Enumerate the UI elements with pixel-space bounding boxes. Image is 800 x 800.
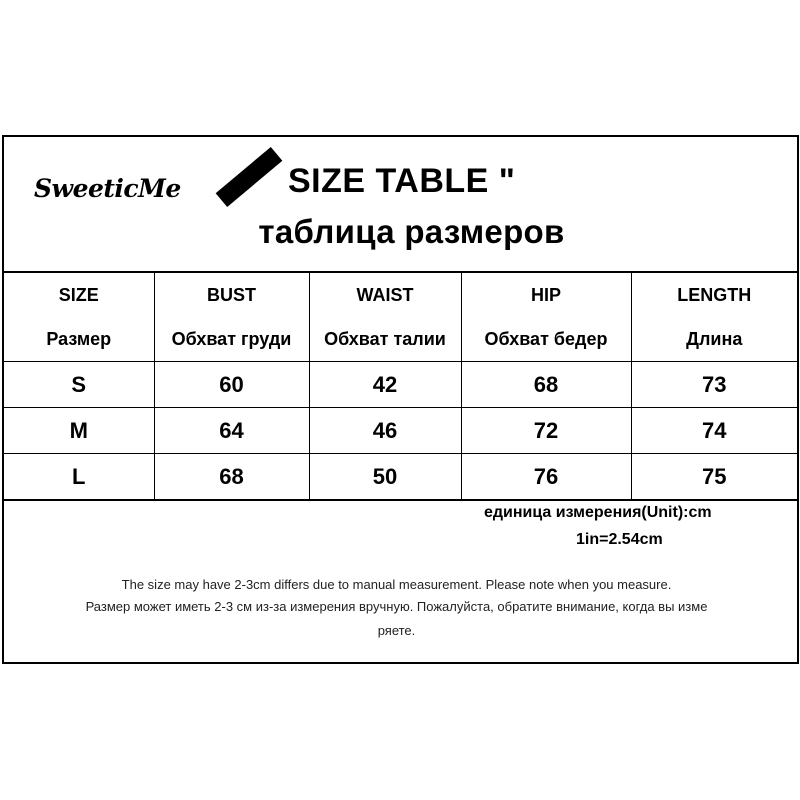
table-cell: M [4, 408, 154, 454]
column-header-waist: WAIST Обхват талии [309, 272, 461, 362]
measurement-note-russian: Размер может иметь 2-3 см из-за измерения вручную. Пожалуйста, обратите внимание, когда вы изме [85, 599, 708, 614]
table-cell: 68 [154, 454, 309, 501]
table-row [4, 454, 797, 501]
table-cell: 46 [309, 408, 461, 454]
measurement-note-russian-continued: ряете. [377, 623, 416, 638]
measurement-note-english: The size may have 2-3cm differs due to manual measurement. Please note when you measure. [121, 577, 672, 592]
table-cell: 50 [309, 454, 461, 501]
column-header-length: LENGTH Длина [631, 272, 797, 362]
table-cell: 74 [631, 408, 797, 454]
unit-label: единица измерения(Unit):cm [484, 504, 712, 521]
brand-logo: SweeticMe [34, 174, 181, 203]
table-cell: 64 [154, 408, 309, 454]
title-english: SIZE TABLE " [288, 162, 516, 200]
title-russian: таблица размеров [258, 213, 565, 250]
size-table [4, 271, 797, 501]
conversion-label: 1in=2.54cm [576, 531, 663, 548]
table-row [4, 408, 797, 454]
table-cell: 42 [309, 362, 461, 408]
table-cell: 73 [631, 362, 797, 408]
column-header-hip: HIP Обхват бедер [461, 272, 631, 362]
size-chart-header [4, 137, 797, 271]
table-cell: 72 [461, 408, 631, 454]
slash-decoration-icon [216, 147, 283, 207]
table-cell: S [4, 362, 154, 408]
column-header-bust: BUST Обхват груди [154, 272, 309, 362]
table-cell: 76 [461, 454, 631, 501]
table-cell: 75 [631, 454, 797, 501]
table-row [4, 362, 797, 408]
table-cell: L [4, 454, 154, 501]
table-cell: 68 [461, 362, 631, 408]
table-cell: 60 [154, 362, 309, 408]
column-header-size: SIZE Размер [4, 272, 154, 362]
table-header-row [4, 272, 797, 362]
